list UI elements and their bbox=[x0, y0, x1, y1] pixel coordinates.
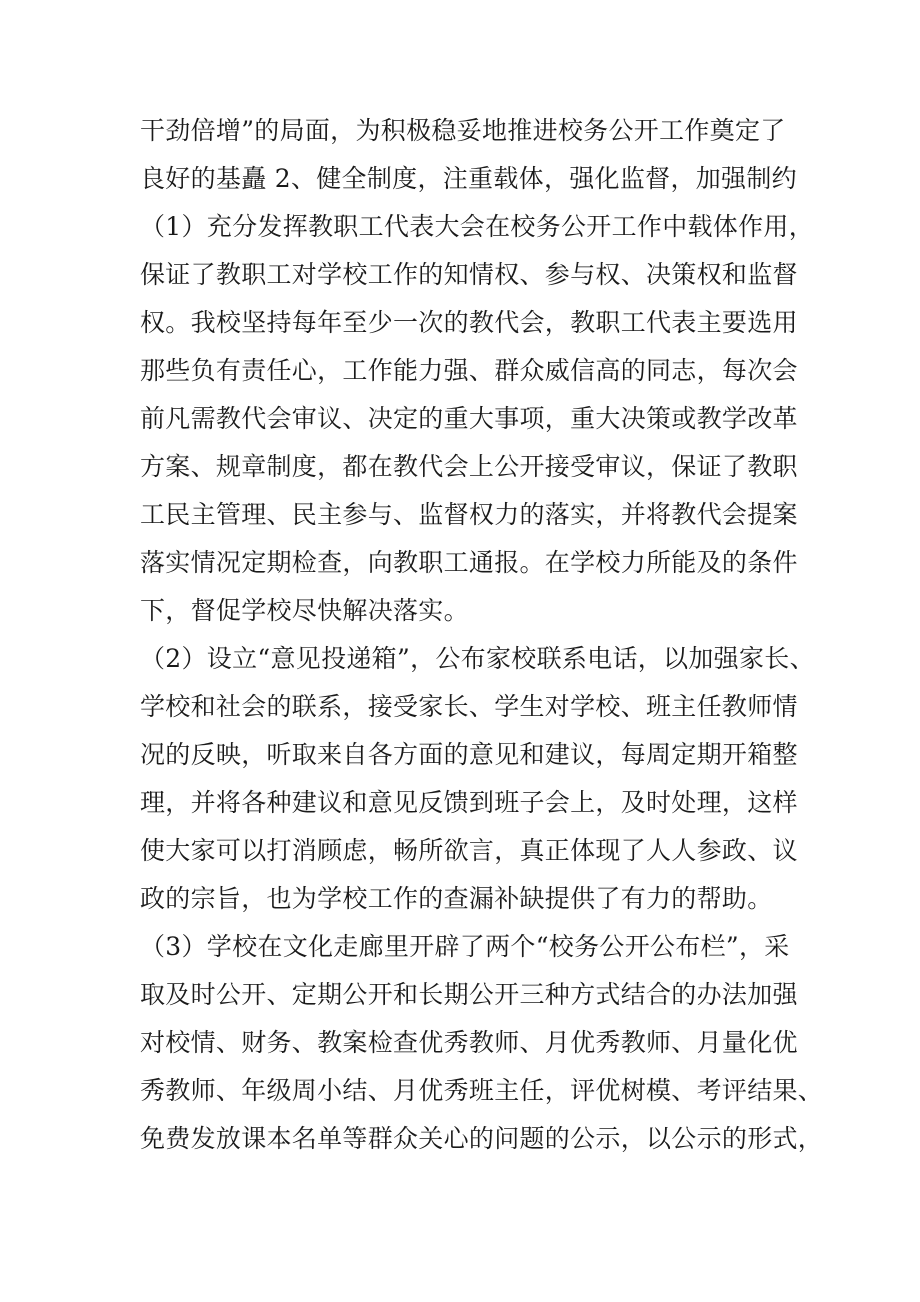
text-line: 保证了教职工对学校工作的知情权、参与权、决策权和监督 bbox=[140, 260, 798, 289]
text-line: 学校和社会的联系，接受家长、学生对学校、班主任教师情 bbox=[140, 692, 798, 721]
text-line: （2）设立“意见投递箱”，公布家校联系电话，以加强家长、 bbox=[140, 644, 815, 673]
text-line: 理，并将各种建议和意见反馈到班子会上，及时处理，这样 bbox=[140, 788, 798, 817]
text-line: 秀教师、年级周小结、月优秀班主任，评优树模、考评结果、 bbox=[140, 1076, 824, 1105]
text-line: 取及时公开、定期公开和长期公开三种方式结合的办法加强 bbox=[140, 980, 798, 1009]
text-line: 下，督促学校尽快解决落实。 bbox=[140, 596, 469, 625]
text-line: 方案、规章制度，都在教代会上公开接受审议，保证了教职 bbox=[140, 452, 798, 481]
text-line: 落实情况定期检查，向教职工通报。在学校力所能及的条件 bbox=[140, 548, 798, 577]
text-line: （3）学校在文化走廊里开辟了两个“校务公开公布栏”，采 bbox=[140, 932, 790, 961]
text-line: 政的宗旨，也为学校工作的查漏补缺提供了有力的帮助。 bbox=[140, 884, 773, 913]
text-line: 那些负有责任心，工作能力强、群众威信高的同志，每次会 bbox=[140, 356, 798, 385]
text-line: 权。我校坚持每年至少一次的教代会，教职工代表主要选用 bbox=[140, 308, 798, 337]
text-line: 况的反映，听取来自各方面的意见和建议，每周定期开箱整 bbox=[140, 740, 798, 769]
text-line: 良好的基矗 2、健全制度，注重载体，强化监督，加强制约 bbox=[140, 164, 797, 193]
text-line: 使大家可以打消顾虑，畅所欲言，真正体现了人人参政、议 bbox=[140, 836, 798, 865]
text-line: 对校情、财务、教案检查优秀教师、月优秀教师、月量化优 bbox=[140, 1028, 798, 1057]
document-body bbox=[140, 107, 824, 1163]
text-line: （1）充分发挥教职工代表大会在校务公开工作中载体作用， bbox=[140, 212, 815, 241]
text-line: 免费发放课本名单等群众关心的问题的公示，以公示的形式， bbox=[140, 1124, 824, 1153]
text-line: 干劲倍增”的局面，为积极稳妥地推进校务公开工作奠定了 bbox=[140, 116, 786, 145]
text-line: 前凡需教代会审议、决定的重大事项，重大决策或教学改革 bbox=[140, 404, 798, 433]
text-line: 工民主管理、民主参与、监督权力的落实，并将教代会提案 bbox=[140, 500, 798, 529]
